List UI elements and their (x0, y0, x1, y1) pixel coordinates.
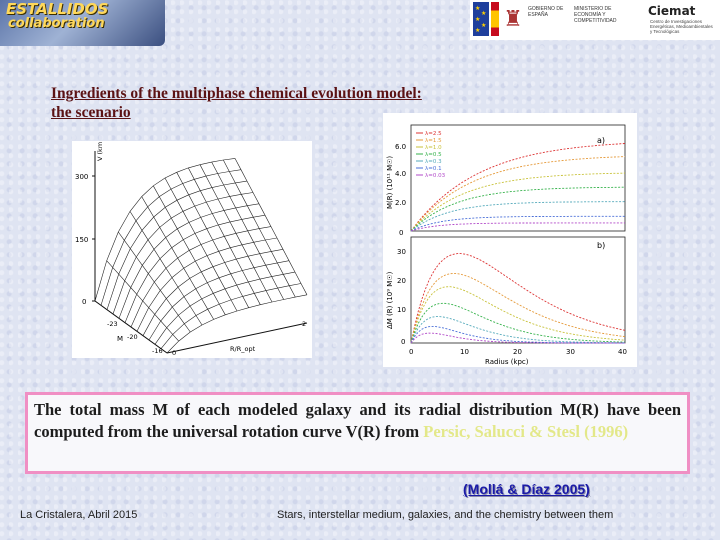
footer-venue: La Cristalera, Abril 2015 (20, 509, 138, 521)
institution-logos (470, 0, 720, 40)
bottom-panel-frame (411, 237, 625, 343)
legend-label: λ=2.5 (425, 131, 442, 137)
m-axis-label: M (117, 335, 124, 343)
mass-curve (411, 157, 625, 231)
xtick-20: 20 (513, 348, 522, 356)
rotation-curve-surface-figure (72, 141, 312, 358)
r-axis-label: R/R_opt (230, 345, 256, 353)
top-ytick-0: 0 (399, 229, 404, 237)
reference-link[interactable]: (Mollá & Díaz 2005) (463, 481, 590, 497)
mass-curve (411, 223, 625, 231)
surface-line (119, 204, 259, 318)
legend-label: λ=1.5 (425, 138, 442, 144)
description-box (25, 392, 690, 474)
legend-label: λ=1.0 (425, 145, 442, 151)
surface-line (131, 227, 271, 327)
mass-plot (383, 113, 637, 367)
ciemat-subtitle: Centro de Investigaciones Energéticas, Medioambientales y Tecnológicas (650, 19, 713, 34)
mass-curve (411, 187, 625, 231)
citation-text: Persic, Salucci & Stesl (1996) (423, 422, 629, 441)
bot-ytick-10: 10 (397, 306, 406, 314)
delta-mass-curve (411, 273, 625, 343)
z-tick-0: 0 (82, 298, 87, 306)
top-ytick-2: 2.0 (395, 199, 407, 207)
heading-line2: the scenario (51, 104, 131, 121)
spain-flag-icon (491, 2, 499, 36)
xtick-30: 30 (566, 348, 575, 356)
m-tick-16: -16 (152, 347, 163, 355)
top-ylabel: M(R) (10¹¹ M☉) (386, 155, 394, 209)
bot-ytick-0: 0 (401, 338, 406, 346)
surface-line (155, 272, 295, 344)
surface-line (137, 238, 277, 331)
delta-mass-curve (411, 254, 625, 343)
z-axis-label: V (km s⁻¹) (96, 141, 104, 161)
mass-curve (411, 216, 625, 231)
ciemat-logo (642, 0, 720, 40)
bot-ytick-30: 30 (397, 248, 406, 256)
coat-of-arms-icon: ♜ (503, 6, 523, 31)
eu-flag-icon: ★ ★ ★ ★ ★ (473, 2, 489, 36)
surface-plot (72, 141, 312, 358)
bottom-ylabel: ΔM (R) (10⁹ M☉) (386, 271, 394, 329)
legend-label: λ=0.1 (425, 166, 442, 172)
m-tick-20: -20 (127, 333, 138, 341)
z-tick-150: 150 (75, 236, 89, 244)
legend-label: λ=0.03 (425, 173, 446, 179)
mass-distribution-figure (383, 113, 637, 367)
r-tick-0: 0 (172, 349, 177, 357)
r-tick-2: 2 (302, 320, 307, 328)
panel-b-label: b) (597, 241, 606, 250)
xtick-10: 10 (460, 348, 469, 356)
gov-text: GOBIERNO DE ESPAÑA (528, 6, 564, 18)
xaxis-label: Radius (kpc) (485, 358, 529, 366)
estallidos-logo (0, 0, 165, 46)
legend-label: λ=0.5 (425, 152, 442, 158)
panel-a-label: a) (597, 136, 606, 145)
bot-ytick-20: 20 (397, 277, 406, 285)
xtick-40: 40 (618, 348, 627, 356)
footer-title: Stars, interstellar medium, galaxies, and the chemistry between them (277, 509, 614, 521)
delta-mass-curve (411, 303, 625, 343)
logo-line2: collaboration (8, 16, 105, 31)
top-ytick-6: 6.0 (395, 143, 407, 151)
heading-line1: Ingredients of the multiphase chemical evolution model: (51, 85, 422, 102)
xtick-0: 0 (409, 348, 414, 356)
description-text: The total mass M of each modeled galaxy and its radial distribution M(R) have been computed from the universal rotation curve V(R) from (34, 400, 681, 441)
ciemat-name: Ciemat (648, 4, 696, 18)
ministry-text: MINISTERIO DE ECONOMÍA Y COMPETITIVIDAD (574, 6, 617, 24)
mass-curve (411, 144, 625, 232)
m-tick-23: -23 (107, 320, 118, 328)
z-tick-300: 300 (75, 173, 89, 181)
logo-line1: ESTALLIDOS (6, 0, 109, 18)
surface-line (149, 261, 289, 340)
top-ytick-4: 4.0 (395, 170, 407, 178)
legend-label: λ=0.3 (425, 159, 442, 165)
